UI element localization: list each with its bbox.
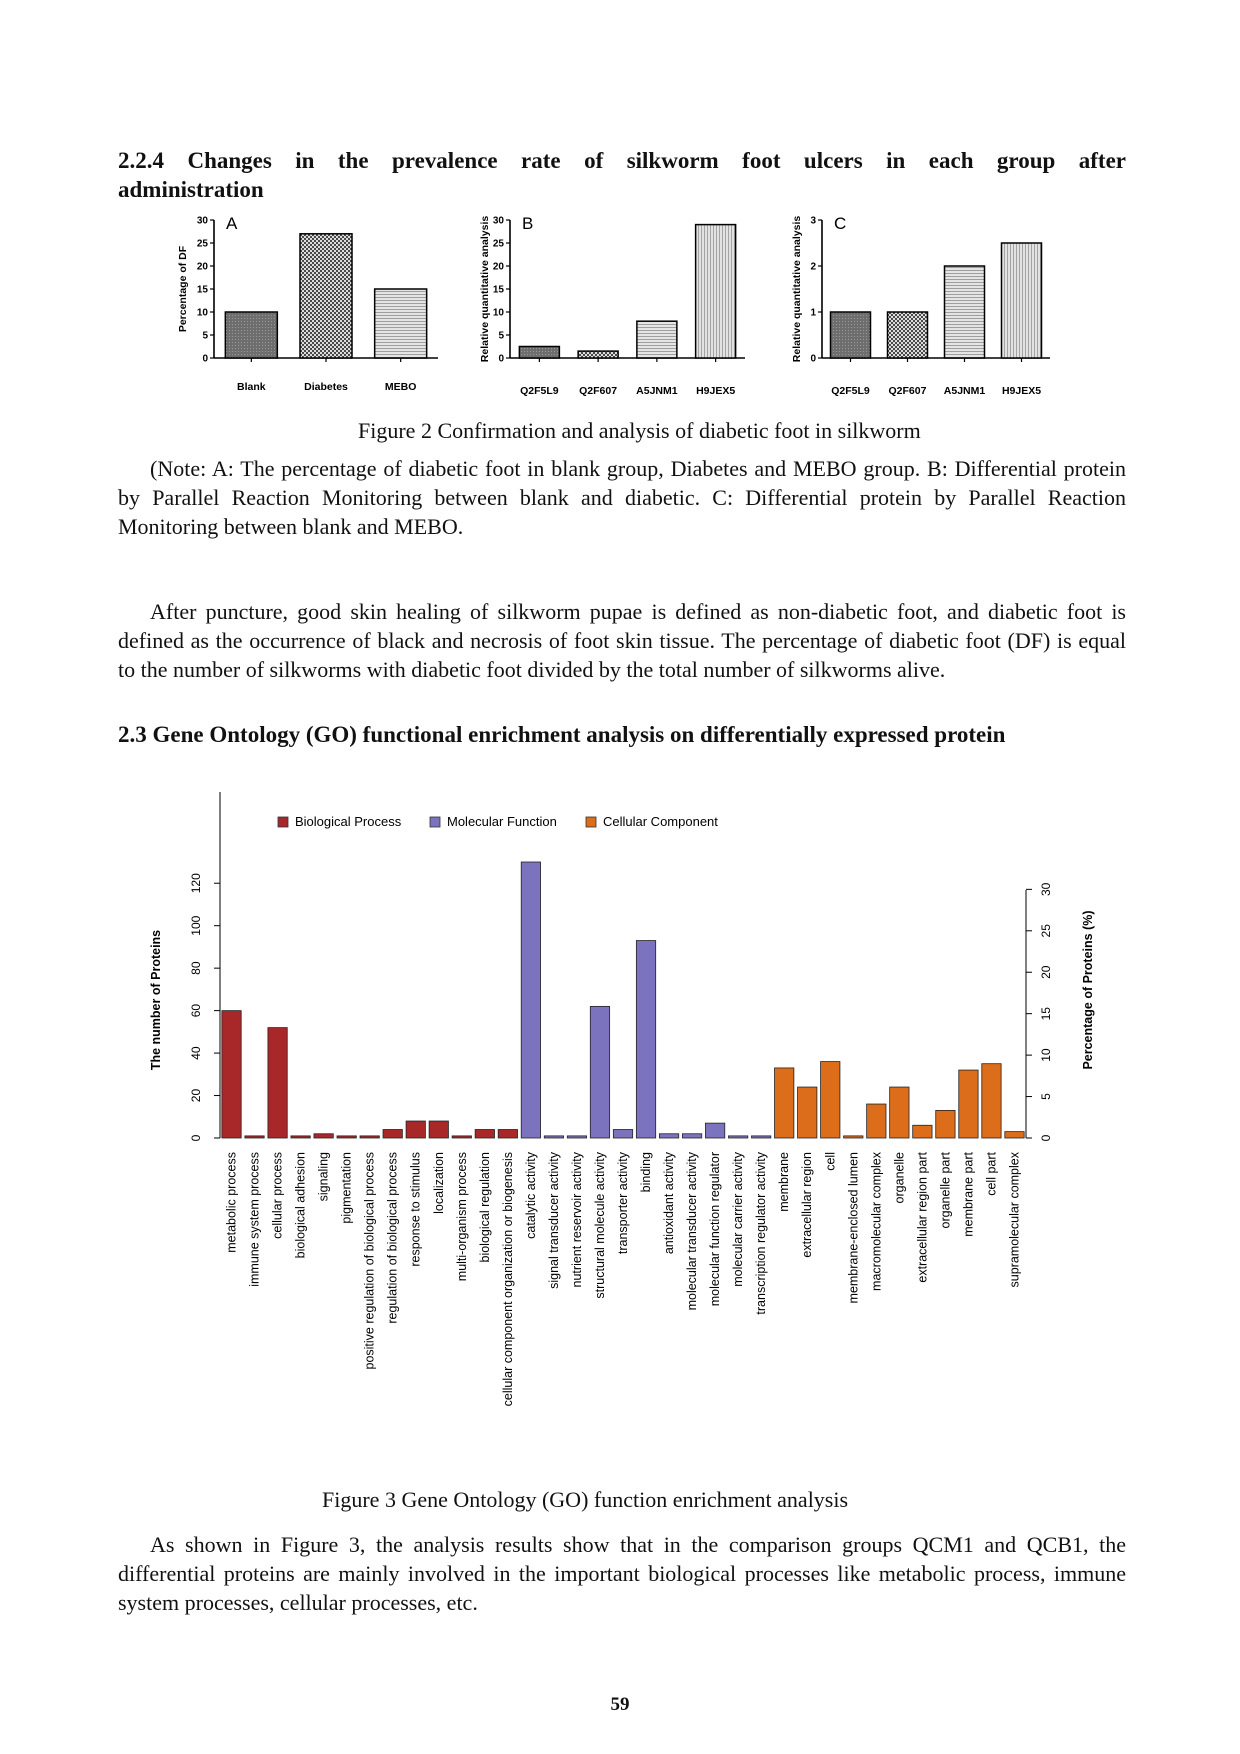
x-tick-label-cell-part: cell part (984, 1152, 999, 1196)
bar-regulation-of-biological-process (383, 1130, 402, 1138)
bar-localization (429, 1121, 448, 1138)
figure-2-panel-c (755, 210, 1055, 410)
left-y-tick-label: 120 (189, 873, 203, 894)
y-tick-label: 25 (196, 238, 208, 250)
bar-organelle (890, 1087, 909, 1138)
bar-molecular-transducer-activity (682, 1134, 701, 1138)
y-tick-label: 0 (202, 353, 208, 365)
y-tick-label: 5 (498, 330, 504, 342)
bar-structural-molecule-activity (590, 1006, 609, 1138)
bar-biological-adhesion (291, 1136, 310, 1138)
bar-cell-part (982, 1064, 1001, 1138)
right-y-axis-label: Percentage of Proteins (%) (1081, 910, 1095, 1070)
x-tick-label-q2f5l9: Q2F5L9 (831, 385, 870, 397)
bar-transporter-activity (613, 1130, 632, 1138)
x-tick-label-catalytic-activity: catalytic activity (523, 1152, 538, 1239)
bar-signal-transducer-activity (544, 1136, 563, 1138)
figure-2-panel-a (160, 210, 450, 410)
x-tick-label-diabetes: Diabetes (304, 381, 348, 393)
bar-h9jex5 (1002, 243, 1042, 358)
x-tick-label-molecular-function-regulator: molecular function regulator (708, 1152, 723, 1307)
bar-binding (636, 941, 655, 1138)
y-tick-label: 30 (196, 215, 208, 227)
y-tick-label: 0 (498, 353, 504, 365)
bar-h9jex5 (696, 225, 736, 358)
x-tick-label-supramolecular-complex: supramolecular complex (1007, 1152, 1022, 1288)
bar-biological-regulation (475, 1130, 494, 1138)
right-y-tick-label: 20 (1039, 965, 1053, 979)
bar-immune-system-process (245, 1136, 264, 1138)
bar-q2f607 (888, 312, 928, 358)
y-axis-label: Relative quantitative analysis (791, 215, 803, 363)
bar-supramolecular-complex (1005, 1132, 1024, 1138)
x-tick-label-a5jnm1: A5JNM1 (636, 385, 678, 397)
left-y-axis-label: The number of Proteins (149, 929, 163, 1071)
x-tick-label-multi-organism-process: multi-organism process (454, 1152, 469, 1282)
bar-cellular-component-organization-or-biogenesis (498, 1130, 517, 1138)
bar-q2f5l9 (831, 312, 871, 358)
y-tick-label: 2 (810, 261, 816, 273)
y-tick-label: 15 (492, 284, 504, 296)
figure-3-go-chart (0, 790, 1240, 1430)
right-y-tick-label: 10 (1039, 1048, 1053, 1062)
section-heading-2-2-4 (118, 146, 1126, 204)
x-tick-label-mebo: MEBO (384, 381, 417, 393)
figure-2-caption: Figure 2 Confirmation and analysis of diabetic foot in silkworm (358, 418, 921, 443)
left-y-tick-label: 20 (189, 1088, 203, 1103)
left-y-tick-label: 60 (189, 1003, 203, 1018)
y-tick-label: 3 (810, 215, 816, 227)
bar-pigmentation (337, 1136, 356, 1138)
x-tick-label-blank: Blank (237, 381, 266, 393)
bar-signaling (314, 1134, 333, 1138)
y-tick-label: 30 (492, 215, 504, 227)
bar-membrane-enclosed-lumen (844, 1136, 863, 1138)
right-y-tick-label: 30 (1039, 882, 1053, 897)
bar-multi-organism-process (452, 1136, 471, 1138)
bar-blank (225, 312, 277, 358)
y-tick-label: 20 (492, 261, 504, 273)
x-tick-label-organelle-part: organelle part (938, 1152, 953, 1229)
legend-label-molecular-function: Molecular Function (447, 814, 557, 829)
bar-metabolic-process (222, 1011, 241, 1138)
panel-label: B (522, 214, 534, 233)
y-tick-label: 5 (202, 330, 208, 342)
bar-q2f607 (578, 351, 618, 358)
bar-a5jnm1 (637, 321, 677, 358)
bar-membrane (775, 1068, 794, 1138)
x-tick-label-h9jex5: H9JEX5 (696, 385, 736, 397)
x-tick-label-membrane: membrane (777, 1152, 792, 1212)
bar-macromolecular-complex (867, 1104, 886, 1138)
bar-q2f5l9 (519, 347, 559, 359)
x-tick-label-cell: cell (823, 1152, 838, 1171)
x-tick-label-extracellular-region-part: extracellular region part (915, 1152, 930, 1283)
bar-cellular-process (268, 1028, 287, 1138)
x-tick-label-regulation-of-biological-process: regulation of biological process (385, 1152, 400, 1324)
x-tick-label-cellular-process: cellular process (270, 1152, 285, 1239)
bar-a5jnm1 (945, 266, 985, 358)
x-tick-label-extracellular-region: extracellular region (800, 1152, 815, 1258)
x-tick-label-membrane-part: membrane part (961, 1152, 976, 1237)
legend-swatch-cellular-component (586, 817, 596, 827)
x-tick-label-signal-transducer-activity: signal transducer activity (546, 1152, 561, 1289)
x-tick-label-macromolecular-complex: macromolecular complex (869, 1152, 884, 1291)
x-tick-label-localization: localization (431, 1152, 446, 1214)
bar-mebo (375, 289, 427, 358)
panel-label: C (834, 214, 847, 233)
right-y-tick-label: 25 (1039, 924, 1053, 938)
x-tick-label-antioxidant-activity: antioxidant activity (662, 1152, 677, 1255)
y-tick-label: 15 (196, 284, 208, 296)
x-tick-label-membrane-enclosed-lumen: membrane-enclosed lumen (846, 1152, 861, 1304)
x-tick-label-metabolic-process: metabolic process (224, 1152, 239, 1253)
y-tick-label: 10 (492, 307, 504, 319)
x-tick-label-biological-adhesion: biological adhesion (293, 1152, 308, 1259)
heading-line-1: 2.2.4 Changes in the prevalence rate of silkworm foot ulcers in each group after (118, 148, 1126, 173)
right-y-tick-label: 15 (1039, 1006, 1053, 1021)
legend-label-biological-process: Biological Process (295, 814, 402, 829)
section-heading-2-3: 2.3 Gene Ontology (GO) functional enrichment analysis on differentially expressed protein (118, 722, 1006, 747)
x-tick-label-q2f607: Q2F607 (579, 385, 618, 397)
df-definition-paragraph: After puncture, good skin healing of silkworm pupae is defined as non-diabetic foot, and diabetic foot is defined as the occurrence of black and necrosis of foot skin tissue. The percentage of diabetic foot (DF) is equal to the number of silkworms with diabetic foot divided by the total number of silkworms alive. (118, 599, 1126, 682)
legend-label-cellular-component: Cellular Component (603, 814, 718, 829)
left-y-tick-label: 0 (189, 1134, 203, 1142)
bar-extracellular-region (798, 1087, 817, 1138)
bar-molecular-carrier-activity (728, 1136, 747, 1138)
x-tick-label-molecular-transducer-activity: molecular transducer activity (685, 1152, 700, 1311)
figure-2-note-paragraph: (Note: A: The percentage of diabetic foot in blank group, Diabetes and MEBO group. B: Differential protein by Parallel Reaction Monitoring between blank and diabetic. C: Differential protein by Parallel Reaction Monitoring between blank and MEBO. (118, 456, 1126, 539)
x-tick-label-pigmentation: pigmentation (339, 1152, 354, 1224)
x-tick-label-transcription-regulator-activity: transcription regulator activity (754, 1152, 769, 1315)
left-y-tick-label: 100 (189, 915, 203, 936)
right-y-tick-label: 5 (1039, 1093, 1053, 1100)
bar-nutrient-reservoir-activity (567, 1136, 586, 1138)
x-tick-label-immune-system-process: immune system process (247, 1152, 262, 1287)
x-tick-label-a5jnm1: A5JNM1 (943, 385, 986, 397)
heading-line-2: administration (118, 177, 264, 202)
bar-antioxidant-activity (659, 1134, 678, 1138)
x-tick-label-binding: binding (639, 1152, 654, 1193)
y-tick-label: 1 (810, 307, 816, 319)
x-tick-label-organelle: organelle (892, 1152, 907, 1204)
x-tick-label-cellular-component-organization-or-biogenesis: cellular component organization or biogenesis (500, 1152, 515, 1407)
y-axis-label: Percentage of DF (177, 245, 189, 333)
x-tick-label-q2f607: Q2F607 (888, 385, 927, 397)
bar-catalytic-activity (521, 862, 540, 1138)
bar-transcription-regulator-activity (751, 1136, 770, 1138)
bar-organelle-part (936, 1110, 955, 1138)
y-axis-label: Relative quantitative analysis (479, 215, 491, 363)
x-tick-label-transporter-activity: transporter activity (616, 1152, 630, 1255)
left-y-tick-label: 40 (189, 1046, 203, 1060)
legend-swatch-biological-process (278, 817, 288, 827)
legend-swatch-molecular-function (430, 817, 440, 827)
bar-positive-regulation-of-biological-process (360, 1136, 379, 1138)
bar-cell (821, 1062, 840, 1138)
results-paragraph: As shown in Figure 3, the analysis results show that in the comparison groups QCM1 and QCB1, the differential proteins are mainly involved in the important biological processes like metabolic process, immune system processes, cellular processes, etc. (118, 1532, 1126, 1615)
bar-molecular-function-regulator (705, 1123, 724, 1138)
bar-membrane-part (959, 1070, 978, 1138)
x-tick-label-biological-regulation: biological regulation (477, 1152, 492, 1263)
x-tick-label-signaling: signaling (316, 1152, 331, 1202)
y-tick-label: 10 (196, 307, 208, 319)
page-number: 59 (610, 1694, 630, 1715)
x-tick-label-positive-regulation-of-biological-process: positive regulation of biological process (362, 1152, 377, 1370)
left-y-tick-label: 80 (189, 961, 203, 975)
x-tick-label-response-to-stimulus: response to stimulus (408, 1152, 423, 1267)
x-tick-label-nutrient-reservoir-activity: nutrient reservoir activity (569, 1152, 584, 1288)
figure-3-caption: Figure 3 Gene Ontology (GO) function enrichment analysis (322, 1487, 849, 1512)
x-tick-label-h9jex5: H9JEX5 (1001, 385, 1042, 397)
x-tick-label-q2f5l9: Q2F5L9 (520, 385, 559, 397)
bar-response-to-stimulus (406, 1121, 425, 1138)
y-tick-label: 20 (196, 261, 208, 273)
x-tick-label-molecular-carrier-activity: molecular carrier activity (731, 1152, 746, 1287)
figure-2-panel-b (455, 210, 750, 410)
bar-extracellular-region-part (913, 1125, 932, 1138)
x-tick-label-structural-molecule-activity: structural molecule activity (592, 1152, 607, 1299)
bar-diabetes (300, 234, 352, 358)
right-y-tick-label: 0 (1039, 1134, 1053, 1142)
panel-label: A (226, 214, 238, 233)
y-tick-label: 25 (492, 238, 504, 250)
y-tick-label: 0 (810, 353, 816, 365)
